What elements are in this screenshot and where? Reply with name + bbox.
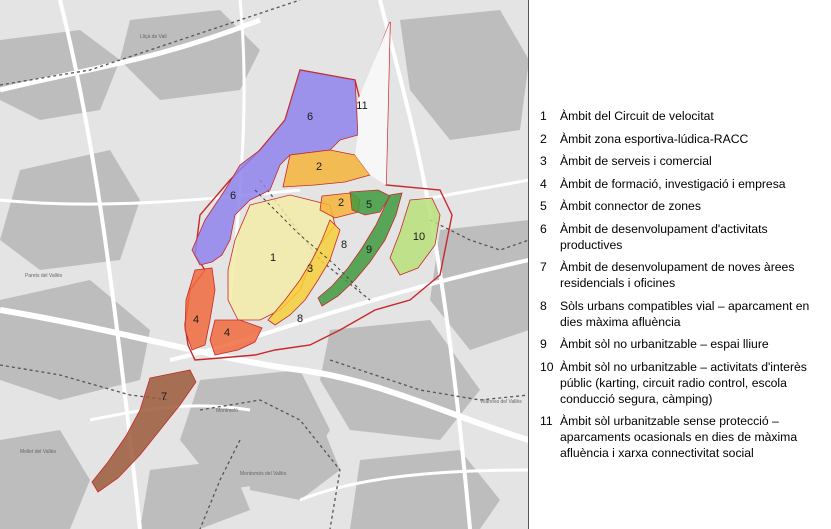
zone-5-label: 5 (365, 199, 373, 211)
legend-text: Àmbit sòl urbanitzable sense protecció – aparcaments ocasionals en dies de màxima afluència i xarxa connectivitat social (560, 414, 798, 460)
legend-text: Àmbit de formació, investigació i empresa (560, 176, 786, 191)
legend-text: Àmbit de desenvolupament d'activitats productives (560, 221, 768, 252)
legend-item-1 (540, 108, 826, 124)
legend-number: 4 (540, 176, 547, 191)
zone-6-label-bottom: 6 (229, 190, 237, 202)
legend-item-2 (540, 131, 826, 147)
zone-10-label: 10 (412, 231, 426, 243)
legend-text: Àmbit sòl no urbanitzable – espai lliure (560, 337, 769, 351)
zone-8-label-top: 8 (340, 239, 348, 251)
legend-text: Sòls urbans compatibles vial – aparcament en dies màxima afluència (560, 298, 810, 329)
legend-item-3 (540, 153, 826, 169)
place-label-montornes: Montornès del Vallès (240, 471, 287, 477)
legend-number: 2 (540, 131, 547, 146)
zone-9-label: 9 (365, 244, 373, 256)
legend-item-10 (540, 359, 826, 407)
zone-2-label-top: 2 (315, 161, 323, 173)
legend-item-6 (540, 221, 826, 253)
zone-11-label: 11 (356, 100, 368, 112)
zone-4-label-left: 4 (192, 314, 200, 326)
zone-8-label-bottom: 8 (296, 313, 304, 325)
zone-2-label-center: 2 (337, 197, 345, 209)
place-label-llica: Lliçà de Vall (140, 34, 167, 40)
legend-text: Àmbit del Circuit de velocitat (560, 109, 714, 123)
legend-number: 1 (540, 109, 547, 123)
legend-text: Àmbit de serveis i comercial (560, 154, 712, 168)
legend-number: 8 (540, 298, 547, 313)
legend-number: 9 (540, 337, 547, 351)
legend-text: Àmbit connector de zones (560, 199, 701, 213)
legend-number: 5 (540, 199, 547, 213)
place-label-mollet: Mollet del Vallès (20, 449, 57, 455)
zone-7-label: 7 (160, 391, 168, 403)
zone-1-label: 1 (269, 252, 277, 264)
zone-6-label-top: 6 (306, 111, 314, 123)
legend-text: Àmbit de desenvolupament de noves àrees residencials i oficines (560, 260, 795, 290)
legend-item-11 (540, 413, 826, 461)
legend-item-5 (540, 198, 826, 214)
legend-text: Àmbit zona esportiva-lúdica-RACC (560, 131, 749, 146)
map-legend (540, 108, 826, 468)
zone-4-label-right: 4 (223, 327, 231, 339)
legend-number: 7 (540, 260, 547, 274)
legend-number: 3 (540, 154, 547, 168)
legend-item-8 (540, 298, 826, 330)
legend-number: 6 (540, 221, 547, 236)
place-label-montmelo: Montmeló (216, 408, 238, 414)
legend-item-4 (540, 176, 826, 192)
legend-number: 10 (540, 359, 554, 374)
legend-item-9 (540, 336, 826, 352)
place-label-vilanova: Vilanova del Vallès (480, 399, 522, 405)
legend-text: Àmbit sòl no urbanitzable – activitats d'interès públic (karting, circuit radio control, escola conducció segura, càmping) (560, 359, 807, 406)
legend-number: 11 (540, 414, 553, 428)
zone-3-label: 3 (306, 263, 314, 275)
legend-item-7 (540, 259, 826, 291)
place-label-parets: Parets del Vallès (25, 273, 63, 279)
